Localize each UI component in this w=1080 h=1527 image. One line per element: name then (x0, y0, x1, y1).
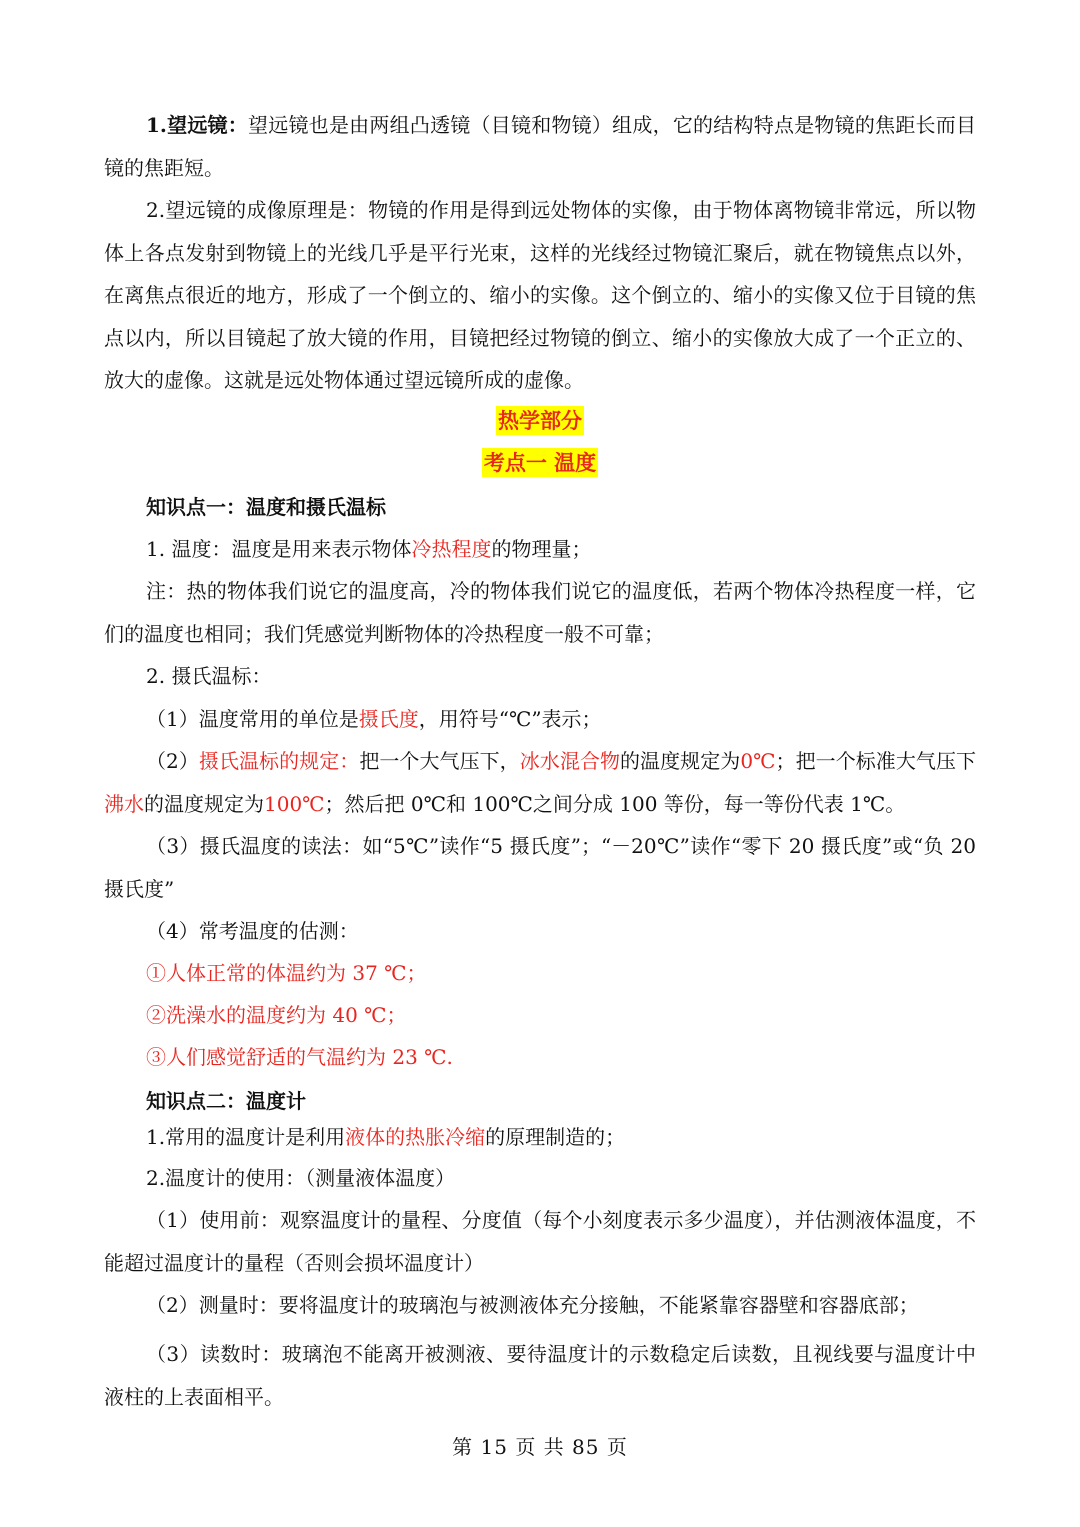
temperature-definition-key: 冷热程度 (411, 537, 492, 561)
ice-water-mix: 冰水混合物 (519, 749, 620, 773)
thermometer-principle-key: 液体的热胀冷缩 (345, 1125, 486, 1149)
section-title (0, 402, 1080, 440)
celsius-item-2-b: 把一个大气压下， (359, 749, 520, 773)
telescope-principle-text: 2.望远镜的成像原理是：物镜的作用是得到远处物体的实像，由于物体离物镜非常远，所以物体上各点发射到物镜上的光线几乎是平行光束，这样的光线经过物镜汇聚后，就在物镜焦点以外，在离焦点很近的地方，形成了一个倒立的、缩小的实像。这个倒立的、缩小的实像又位于目镜的焦点以内，所以目镜起了放大镜的作用，目镜把经过物镜的倒立、缩小的实像放大成了一个正立的、放大的虚像。这就是远处物体通过望远镜所成的虚像。 (104, 198, 976, 392)
temperature-definition-b: 的物理量； (491, 537, 592, 561)
celsius-item-1-a: （1）温度常用的单位是 (146, 707, 359, 731)
celsius-item-2-e: 的温度规定为 (144, 791, 264, 816)
celsius-item-1-b: ，用符号“℃”表示； (418, 707, 602, 731)
celsius-item-3: （3）摄氏温度的读法：如“5℃”读作“5 摄氏度”；“－20℃”读作“零下 20 摄氏度”或“负 20 摄氏度” (104, 834, 976, 901)
celsius-item-2-a: （2） (146, 749, 199, 773)
section-title-text: 热学部分 (498, 408, 582, 433)
thermometer-principle-b: 的原理制造的； (485, 1125, 626, 1149)
celsius-heading: 2. 摄氏温标： (146, 664, 272, 688)
celsius-item-2 (104, 740, 976, 825)
estimate-body-temp: ①人体正常的体温约为 37 ℃； (146, 961, 427, 985)
estimate-comfort-temp: ③人们感觉舒适的气温约为 23 ℃. (146, 1045, 453, 1069)
celsius-item-2-d: ；把一个标准大气压下 (775, 749, 977, 773)
page-footer: 第 15 页 共 85 页 (452, 1435, 628, 1459)
kp2-heading: 知识点二：温度计 (146, 1089, 306, 1113)
celsius-item-2-f: ；然后把 0℃和 100℃之间分成 100 等份，每一等份代表 1℃。 (324, 791, 906, 816)
temperature-note: 注：热的物体我们说它的温度高，冷的物体我们说它的温度低，若两个物体冷热程度一样，它们的温度也相同；我们凭感觉判断物体的冷热程度一般不可靠； (104, 579, 976, 646)
zero-degree: 0℃ (740, 749, 776, 773)
exam-point-title-text: 考点一 温度 (483, 450, 597, 475)
celsius-unit: 摄氏度 (358, 707, 419, 731)
celsius-item-4: （4）常考温度的估测： (146, 919, 359, 943)
telescope-label: 1.望远镜： (146, 113, 249, 137)
thermometer-usage-2: （2）测量时：要将温度计的玻璃泡与被测液体充分接触，不能紧靠容器壁和容器底部； (146, 1293, 919, 1317)
temperature-definition (146, 528, 976, 571)
exam-point-title (0, 444, 1080, 482)
thermometer-usage-heading: 2.温度计的使用：（测量液体温度） (146, 1166, 456, 1190)
thermometer-principle-a: 1.常用的温度计是利用 (146, 1125, 346, 1149)
telescope-text: 望远镜也是由两组凸透镜（目镜和物镜）组成，它的结构特点是物镜的焦距长而目镜的焦距短。 (104, 113, 977, 180)
celsius-item-2-c: 的温度规定为 (620, 749, 741, 773)
kp1-heading: 知识点一：温度和摄氏温标 (146, 495, 386, 519)
thermometer-principle (146, 1116, 976, 1159)
telescope-paragraph-1 (104, 104, 976, 189)
celsius-item-1 (146, 698, 976, 741)
boiling-water: 沸水 (104, 791, 144, 816)
celsius-rule-label: 摄氏温标的规定： (198, 749, 360, 773)
hundred-degree: 100℃ (264, 791, 325, 816)
thermometer-usage-1: （1）使用前：观察温度计的量程、分度值（每个小刻度表示多少温度），并估测液体温度，不能超过温度计的量程（否则会损坏温度计） (104, 1208, 976, 1275)
thermometer-usage-3: （3）读数时：玻璃泡不能离开被测液、要待温度计的示数稳定后读数，且视线要与温度计中液柱的上表面相平。 (104, 1342, 976, 1409)
temperature-definition-a: 1. 温度：温度是用来表示物体 (146, 537, 412, 561)
estimate-bath-water: ②洗澡水的温度约为 40 ℃； (146, 1003, 407, 1027)
telescope-paragraph-2 (104, 189, 976, 402)
